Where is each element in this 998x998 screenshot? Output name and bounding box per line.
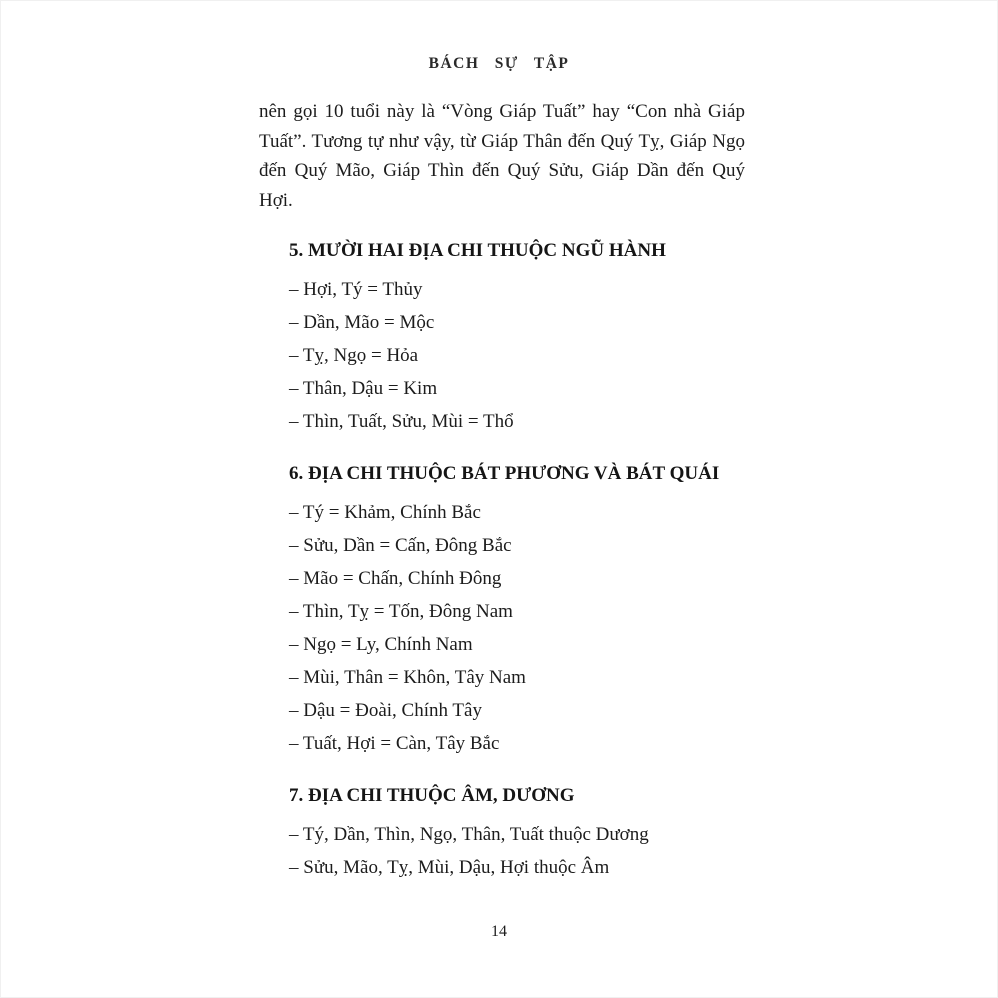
intro-paragraph: nên gọi 10 tuổi này là “Vòng Giáp Tuất” hay “Con nhà Giáp Tuất”. Tương tự như vậy, từ Giáp Thân đến Quý Tỵ, Giáp Ngọ đến Quý Mão, Giáp Thìn đến Quý Sửu, Giáp Dần đến Quý Hợi. (259, 101, 745, 211)
list-item: – Tỵ, Ngọ = Hỏa (289, 344, 419, 366)
list-item: – Sửu, Dần = Cấn, Đông Bắc (289, 534, 512, 556)
section-heading-6: 6. ĐỊA CHI THUỘC BÁT PHƯƠNG VÀ BÁT QUÁI (289, 463, 720, 484)
list-item: – Mùi, Thân = Khôn, Tây Nam (289, 666, 526, 688)
list-item: – Tý = Khảm, Chính Bắc (289, 501, 481, 523)
page-number: 14 (491, 923, 507, 940)
running-header: BÁCH SỰ TẬP (428, 55, 570, 72)
list-item: – Hợi, Tý = Thủy (289, 278, 423, 300)
list-item: – Mão = Chấn, Chính Đông (289, 567, 502, 589)
list-item: – Thìn, Tỵ = Tốn, Đông Nam (289, 600, 513, 622)
list-item: – Sửu, Mão, Tỵ, Mùi, Dậu, Hợi thuộc Âm (289, 856, 610, 878)
section-heading-7: 7. ĐỊA CHI THUỘC ÂM, DƯƠNG (289, 785, 575, 806)
list-item: – Ngọ = Ly, Chính Nam (289, 633, 473, 655)
list-item: – Thân, Dậu = Kim (289, 377, 438, 399)
list-item: – Tuất, Hợi = Càn, Tây Bắc (289, 732, 500, 754)
list-item: – Dậu = Đoài, Chính Tây (289, 699, 482, 721)
list-item: – Dần, Mão = Mộc (289, 311, 435, 333)
list-item: – Thìn, Tuất, Sửu, Mùi = Thổ (289, 410, 514, 432)
section-heading-5: 5. MƯỜI HAI ĐỊA CHI THUỘC NGŨ HÀNH (289, 240, 666, 261)
list-item: – Tý, Dần, Thìn, Ngọ, Thân, Tuất thuộc Dương (289, 823, 649, 845)
page-content (259, 97, 745, 884)
